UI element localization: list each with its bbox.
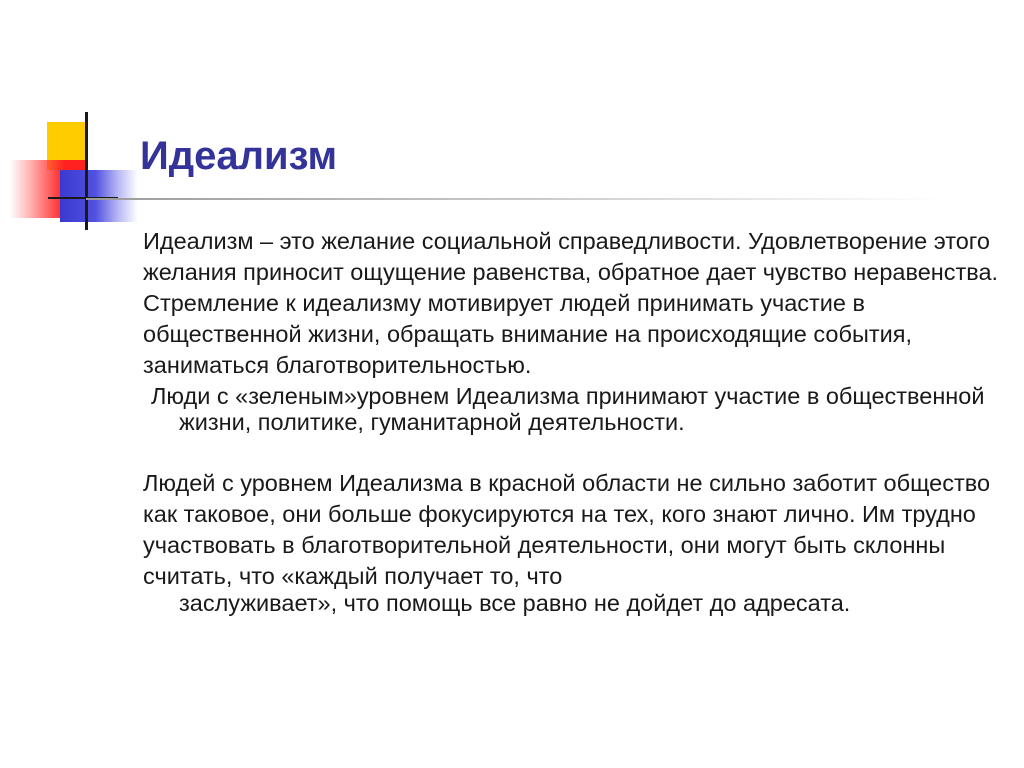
slide-title: Идеализм: [140, 134, 338, 178]
vertical-line-decoration: [85, 112, 88, 230]
blue-gradient-decoration: [60, 170, 138, 222]
slide-body: [143, 226, 1003, 616]
title-underline-rule: [86, 198, 946, 200]
slide-logo-decoration: [0, 0, 200, 240]
paragraph-definition: Идеализм – это желание социальной справедливости. Удовлетворение этого желания приносит ощущение равенства, обратное дает чувство неравенства. Стремление к идеализму мотивирует людей принимать участие в общественной жизни, обращать внимание на происходящие события, заниматься благотворительностью.: [143, 228, 999, 378]
paragraph-green-level: Люди с «зеленым»уровнем Идеализма принимают участие в общественной жизни, политике, гуманитарной деятельности.: [151, 383, 985, 435]
paragraph-red-level: Людей с уровнем Идеализма в красной области не сильно заботит общество как таковое, они больше фокусируются на тех, кого знают лично. Им трудно участвовать в благотворительной деятельности, они могут быть склонны считать, что «каждый получает то, что: [143, 470, 991, 589]
paragraph-red-level-tail: заслуживает», что помощь все равно не дойдет до адресата.: [179, 590, 851, 616]
